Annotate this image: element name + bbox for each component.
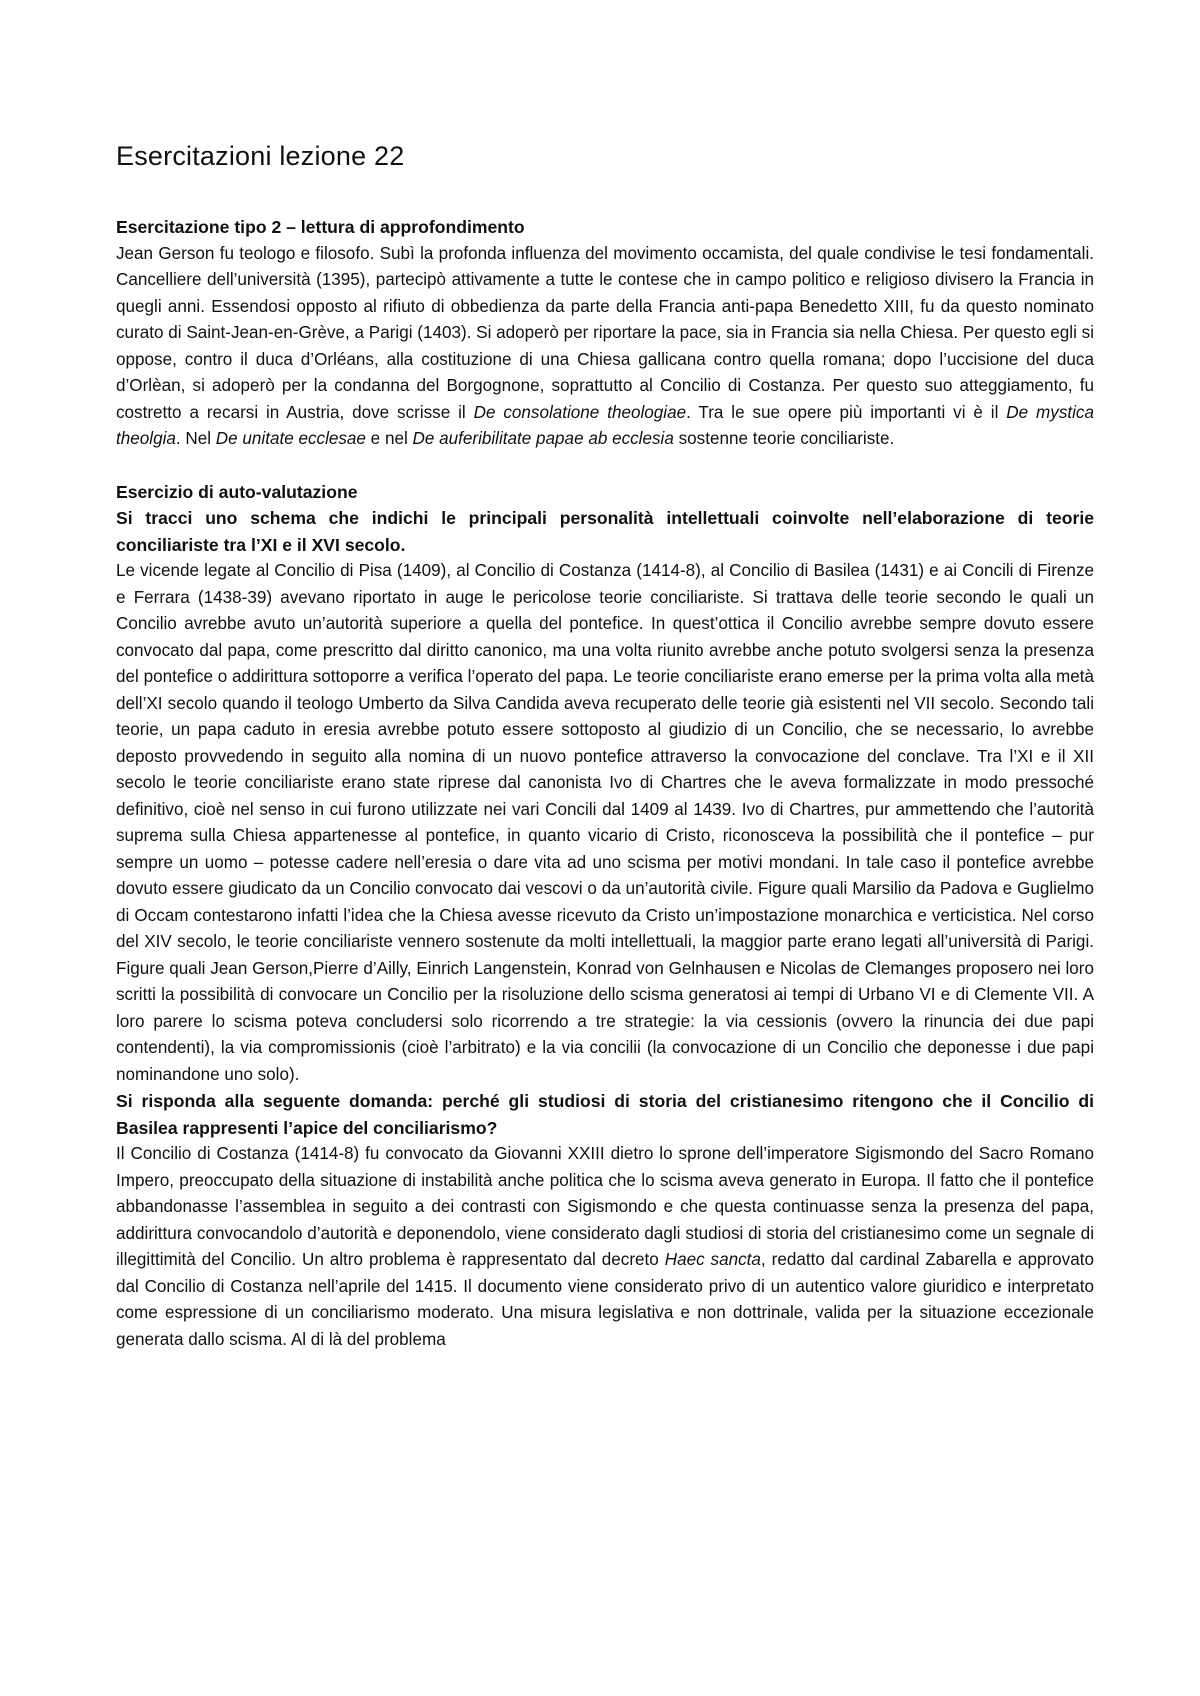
section-self-assessment [116, 479, 1094, 1354]
reading-paragraph [116, 241, 1094, 453]
question-2: Si risponda alla seguente domanda: perché gli studiosi di storia del cristianesimo ritengono che il Concilio di Basilea rappresenti l’apice del conciliarismo? [116, 1091, 1094, 1138]
text-run: e nel [365, 429, 413, 449]
question-1: Si tracci uno schema che indichi le principali personalità intellettuali coinvolte nell’elaborazione di teorie conciliariste tra l’XI e il XVI secolo. [116, 508, 1094, 555]
text-run: Jean Gerson fu teologo e filosofo. Subì la profonda influenza del movimento occamista, del quale condivise le tesi fondamentali. Cancelliere dell’università (1395), partecipò attivamente a tutte le contese che in campo politico e religioso divisero la Francia in quegli anni. Essendosi opposto al rifiuto di obbedienza da parte della Francia anti-papa Benedetto XIII, fu da questo nominato curato di Saint-Jean-en-Grève, a Parigi (1403). Si adoperò per riportare la pace, sia in Francia sia nella Chiesa. Per questo egli si oppose, contro il duca d’Orléans, alla costituzione di una Chiesa gallicana contro quella romana; dopo l’uccisione del duca d’Orlèan, si adoperò per la condanna del Borgognone, soprattutto al Concilio di Costanza. Per questo suo atteggiamento, fu costretto a recarsi in Austria, dove scrisse il [116, 243, 1094, 422]
text-run: . Tra le sue opere più importanti vi è il [686, 402, 1007, 422]
text-run: Le vicende legate al Concilio di Pisa (1409), al Concilio di Costanza (1414-8), al Concilio di Basilea (1431) e ai Concili di Firenze e Ferrara (1438-39) avevano riportato in auge le pericolose teorie conciliariste. Si trattava delle teorie secondo le quali un Concilio avrebbe avuto un’autorità superiore a quella del pontefice. In quest’ottica il Concilio avrebbe sempre dovuto essere convocato dal papa, come prescritto dal diritto canonico, ma una volta riunito avrebbe anche potuto svolgersi senza la presenza del pontefice o addirittura sottoporre a verifica l’operato del papa. Le teorie conciliariste erano emerse per la prima volta alla metà dell’XI secolo quando il teologo Umberto da Silva Candida aveva recuperato delle teorie già esistenti nel VII secolo. Secondo tali teorie, un papa caduto in eresia avrebbe potuto essere sottoposto al giudizio di un Concilio, che se necessario, lo avrebbe deposto provvedendo in seguito alla nomina di un nuovo pontefice attraverso la convocazione del conclave. Tra l’XI e il XII secolo le teorie conciliariste erano state riprese dal canonista Ivo di Chartres che le aveva formalizzate in modo pressoché definitivo, cioè nel senso in cui furono utilizzate nei vari Concili dal 1409 al 1439. Ivo di Chartres, pur ammettendo che l’autorità suprema sulla Chiesa appartenesse al pontefice, in quanto vicario di Cristo, riconosceva la possibilità che il pontefice – pur sempre un uomo – potesse cadere nell’eresia o dare vita ad uno scisma per motivi mondani. In tale caso il pontefice avrebbe dovuto essere giudicato da un Concilio convocato dai vescovi o da un’autorità civile. Figure quali Marsilio da Padova e Guglielmo di Occam contestarono infatti l’idea che la Chiesa avesse ricevuto da Cristo un’impostazione monarchica e verticistica. Nel corso del XIV secolo, le teorie conciliariste vennero sostenute da molti intellettuali, la maggior parte erano legati all’università di Parigi. Figure quali Jean Gerson,Pierre d’Ailly, Einrich Langenstein, Konrad von Gelnhausen e Nicolas de Clemanges proposero nei loro scritti la possibilità di convocare un Concilio per la risoluzione dello scisma generatosi ai tempi di Urbano VI e di Clemente VII. A loro parere lo scisma poteva concludersi solo ricorrendo a tre strategie: la via cessionis (ovvero la rinuncia dei due papi contendenti), la via compromissionis (cioè l’arbitrato) e la via concilii (la convocazione di un Concilio che deponesse i due papi nominandone uno solo). [116, 561, 1094, 1084]
text-run: sostenne teorie conciliariste. [673, 429, 895, 449]
section-reading [116, 214, 1094, 453]
text-run: . Nel [175, 429, 216, 449]
answer-1-paragraph [116, 558, 1094, 1088]
italic-title: De mystica theolgia [116, 402, 1094, 449]
answer-2-paragraph [116, 1141, 1094, 1353]
text-run: , redatto dal cardinal Zabarella e approvato dal Concilio di Costanza nell’aprile del 1415. Il documento viene considerato privo di un autentico valore giuridico e interpretato come espressione di un conciliarismo moderato. Una misura legislativa e non dottrinale, valida per la situazione eccezionale generata dallo scisma. Al di là del problema [116, 1250, 1094, 1349]
section-heading-self-assessment: Esercizio di auto-valutazione [116, 481, 358, 502]
section-heading-reading: Esercitazione tipo 2 – lettura di approfondimento [116, 217, 525, 238]
italic-title: Haec sancta [664, 1250, 761, 1270]
document-page [116, 140, 1094, 1353]
italic-title: De unitate ecclesae [215, 429, 366, 449]
italic-title: De auferibilitate papae ab ecclesia [412, 429, 674, 449]
text-run: Il Concilio di Costanza (1414-8) fu convocato da Giovanni XXIII dietro lo sprone dell’imperatore Sigismondo del Sacro Romano Impero, preoccupato della situazione di instabilità anche politica che lo scisma aveva generato in Europa. Il fatto che il pontefice abbandonasse l’assemblea in seguito a dei contrasti con Sigismondo e che questa continuasse senza la presenza del papa, addirittura convocandolo d’autorità e deponendolo, viene considerato dagli studiosi di storia del cristianesimo come un segnale di illegittimità del Concilio. Un altro problema è rappresentato dal decreto [116, 1144, 1094, 1270]
document-title: Esercitazioni lezione 22 [116, 141, 405, 171]
italic-title: De consolatione theologiae [473, 402, 687, 422]
